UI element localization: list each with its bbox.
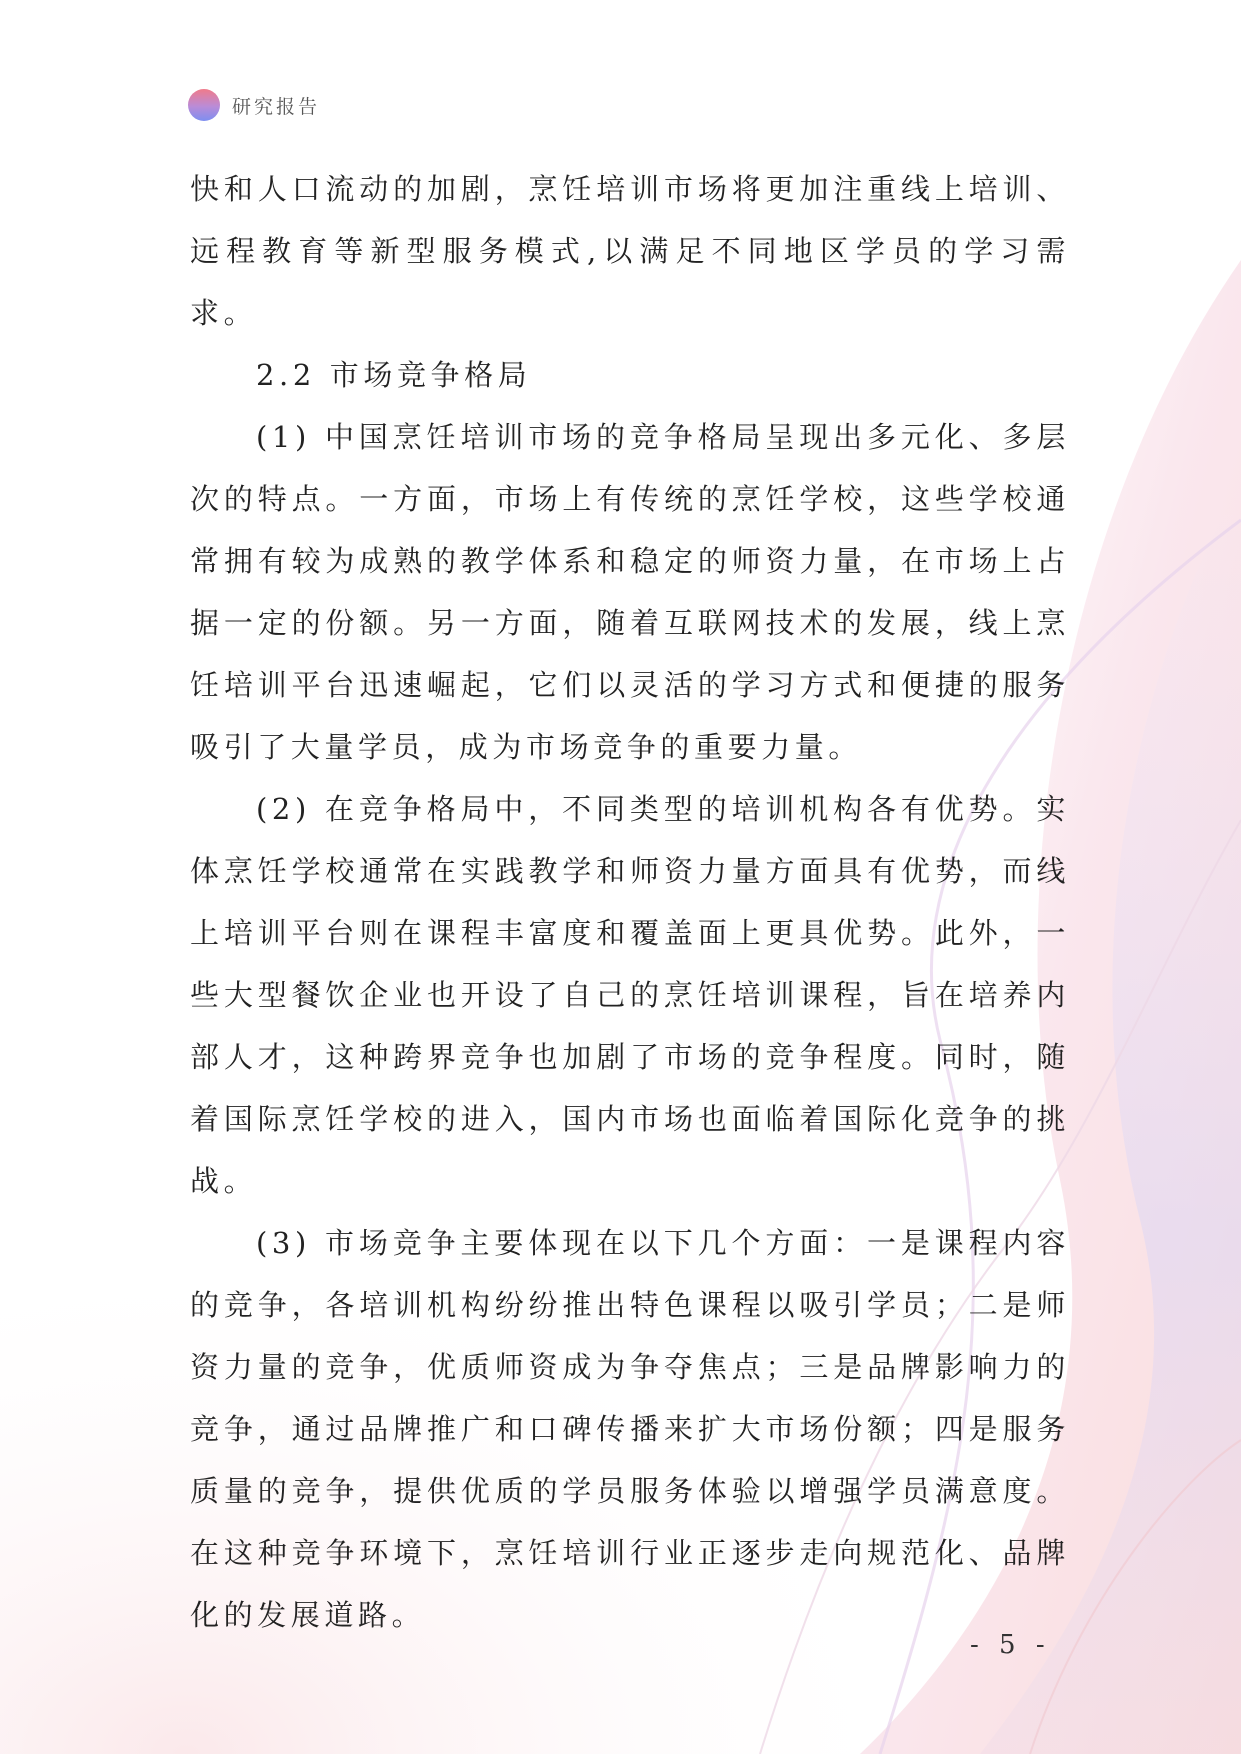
page-number: - 5 -: [970, 1630, 1051, 1660]
section-heading: 2.2 市场竞争格局: [256, 358, 532, 392]
paragraph-2: (2) 在竞争格局中，不同类型的培训机构各有优势。实体烹饪学校通常在实践教学和师资力量方面具有优势，而线上培训平台则在课程丰富度和覆盖面上更具优势。此外，一些大型餐饮企业也开设了自己的烹饪培训课程，旨在培养内部人才，这种跨界竞争也加剧了市场的竞争程度。同时，随着国际烹饪学校的进入，国内市场也面临着国际化竞争的挑战。: [190, 792, 1070, 1198]
header-title: 研究报告: [232, 95, 321, 118]
report-logo-icon: [188, 89, 220, 121]
document-body: [190, 158, 1070, 1646]
paragraph-3: (3) 市场竞争主要体现在以下几个方面：一是课程内容的竞争，各培训机构纷纷推出特色课程以吸引学员；二是师资力量的竞争，优质师资成为争夺焦点；三是品牌影响力的竞争，通过品牌推广和口碑传播来扩大市场份额；四是服务质量的竞争，提供优质的学员服务体验以增强学员满意度。在这种竞争环境下，烹饪培训行业正逐步走向规范化、品牌化的发展道路。: [190, 1226, 1070, 1632]
continued-paragraph: 快和人口流动的加剧，烹饪培训市场将更加注重线上培训、远程教育等新型服务模式,以满足不同地区学员的学习需求。: [190, 172, 1070, 330]
page-header: [188, 88, 320, 122]
paragraph-1: (1) 中国烹饪培训市场的竞争格局呈现出多元化、多层次的特点。一方面，市场上有传统的烹饪学校，这些学校通常拥有较为成熟的教学体系和稳定的师资力量，在市场上占据一定的份额。另一方面，随着互联网技术的发展，线上烹饪培训平台迅速崛起，它们以灵活的学习方式和便捷的服务吸引了大量学员，成为市场竞争的重要力量。: [190, 420, 1070, 764]
